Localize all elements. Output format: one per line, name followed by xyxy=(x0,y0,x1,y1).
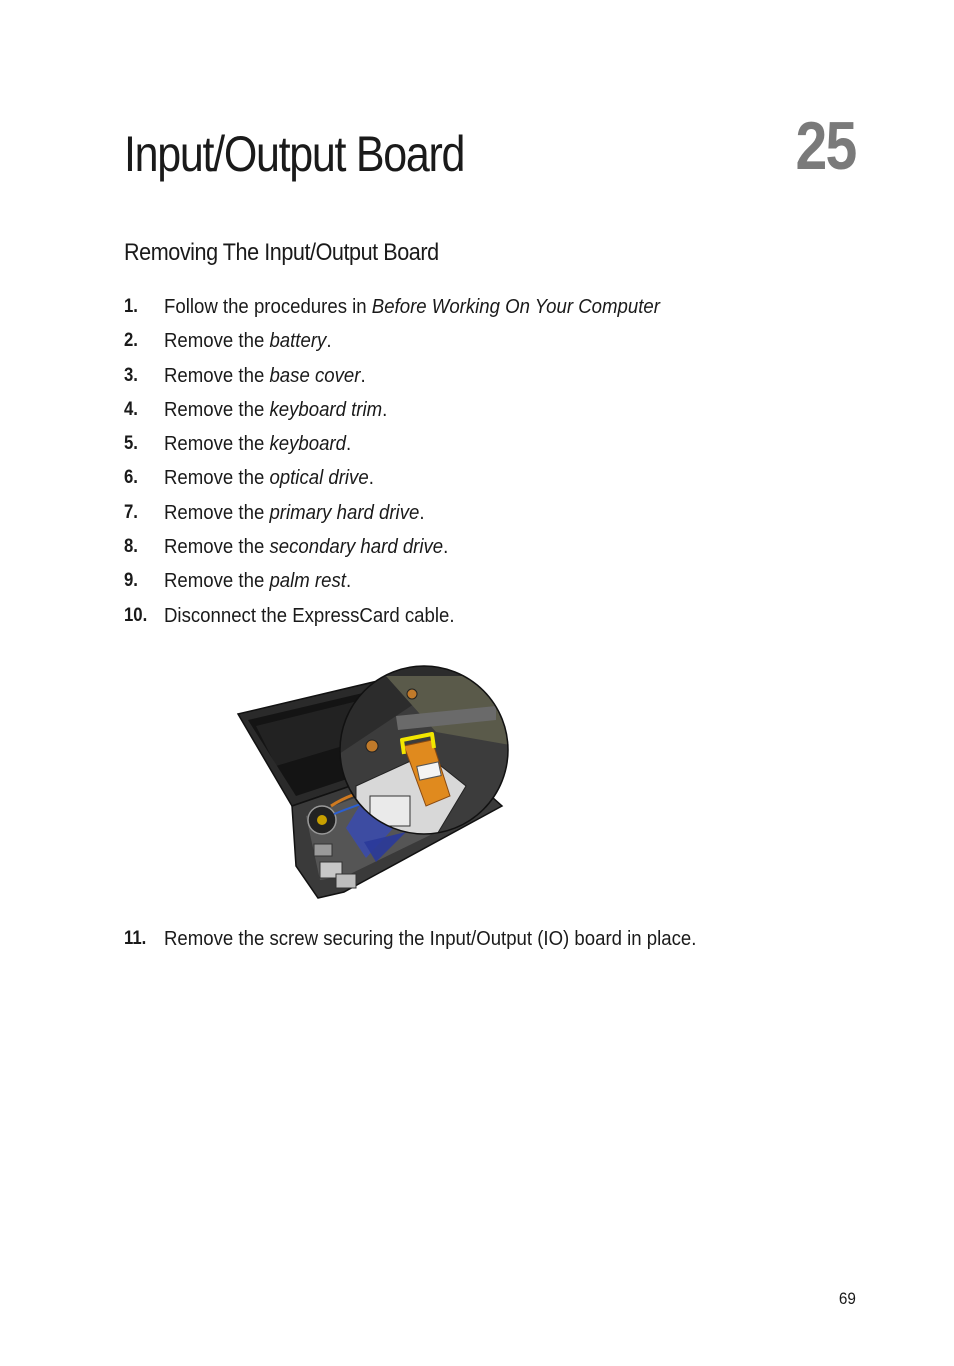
step-text: Disconnect the ExpressCard cable. xyxy=(164,604,455,627)
step-number: 6. xyxy=(124,467,138,489)
step-link[interactable]: battery xyxy=(269,330,327,353)
step-text: Remove the screw securing the Input/Output (IO) board in place. xyxy=(164,928,697,950)
step-number: 4. xyxy=(124,398,138,420)
step-link[interactable]: base cover xyxy=(269,364,361,387)
step-item xyxy=(124,324,844,358)
step-text: Remove the battery. xyxy=(164,330,332,353)
procedure-steps xyxy=(124,290,844,633)
chapter-title: Input/Output Board xyxy=(124,126,465,182)
step-link[interactable]: optical drive xyxy=(269,467,369,490)
step-text: Remove the primary hard drive. xyxy=(164,501,425,524)
step-number: 11. xyxy=(124,928,147,949)
step-text: Remove the base cover. xyxy=(164,364,366,387)
step-text: Follow the procedures in Before Working On Your Computer xyxy=(164,296,660,318)
fan-hub xyxy=(317,815,327,825)
step-item xyxy=(124,427,844,461)
step-item xyxy=(124,461,844,495)
io-port xyxy=(336,874,356,888)
step-text: Remove the keyboard. xyxy=(164,433,352,456)
step-number: 1. xyxy=(124,296,138,317)
step-text: Remove the secondary hard drive. xyxy=(164,536,449,559)
page-number: 69 xyxy=(838,1289,856,1308)
step-number: 3. xyxy=(124,364,138,386)
step-item xyxy=(124,922,844,956)
step-text: Remove the palm rest. xyxy=(164,570,352,593)
step-item xyxy=(124,530,844,564)
step-item xyxy=(124,290,844,324)
step-item xyxy=(124,393,844,427)
step-link[interactable]: Before Working On Your Computer xyxy=(371,296,660,318)
step-number: 8. xyxy=(124,536,138,558)
step-link[interactable]: palm rest xyxy=(269,570,346,593)
step-link[interactable]: keyboard xyxy=(269,433,346,456)
laptop-expresscard-cable-illustration xyxy=(236,636,510,914)
step-number: 2. xyxy=(124,330,138,352)
step-number: 5. xyxy=(124,433,138,455)
step-item xyxy=(124,496,844,530)
step-text: Remove the optical drive. xyxy=(164,467,374,490)
step-number: 10. xyxy=(124,604,148,626)
step-item xyxy=(124,564,844,598)
chapter-number: 25 xyxy=(795,108,856,184)
step-number: 9. xyxy=(124,570,138,592)
step-link[interactable]: secondary hard drive xyxy=(269,536,444,559)
step-link[interactable]: keyboard trim xyxy=(269,398,383,421)
step-item xyxy=(124,599,844,633)
board-chip xyxy=(314,844,332,856)
section-heading: Removing The Input/Output Board xyxy=(124,239,439,266)
step-number: 7. xyxy=(124,501,138,523)
step-item xyxy=(124,359,844,393)
step-text: Remove the keyboard trim. xyxy=(164,398,388,421)
step-link[interactable]: primary hard drive xyxy=(269,501,420,524)
